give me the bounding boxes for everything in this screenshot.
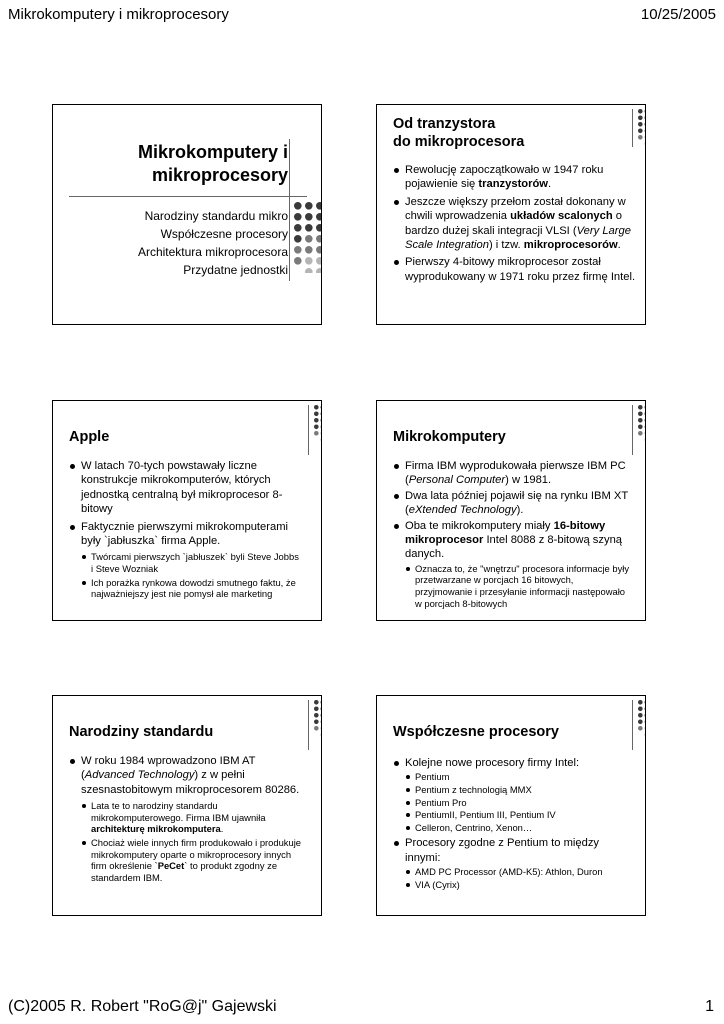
decorative-dot xyxy=(305,202,313,210)
decorative-dot xyxy=(321,425,323,430)
decorative-dot xyxy=(645,122,647,127)
slide-4-title: Mikrokomputery xyxy=(393,429,506,445)
decorative-dot xyxy=(305,224,313,232)
slide-title xyxy=(52,104,322,325)
decorative-dot xyxy=(645,142,647,147)
bullet-item: Faktycznie pierwszymi mikrokomputerami były `jabłuszka` firma Apple. xyxy=(69,520,301,549)
decorative-dot xyxy=(294,257,302,265)
decorative-dot xyxy=(316,202,322,210)
sub-bullet-item: Oznacza to, że "wnętrzu" procesora informacje były przetwarzane w porcjach 16 bitowych, przyjmowanie i przesyłanie informacji następowało w porcjach 8-bitowych xyxy=(405,563,633,609)
decorative-dot xyxy=(645,700,647,705)
decorative-dot xyxy=(316,213,322,221)
decorative-dot xyxy=(316,235,322,243)
decorative-dot xyxy=(638,129,643,134)
decorative-dot xyxy=(321,418,323,423)
decorative-dot xyxy=(314,431,319,436)
decorative-dot xyxy=(321,405,323,410)
page-number: 1 xyxy=(705,998,714,1015)
bullet-item: Dwa lata później pojawił się na rynku IBM XT (eXtended Technology). xyxy=(393,489,633,518)
decorative-dot xyxy=(305,246,313,254)
bullet-item: Oba te mikrokomputery miały 16-bitowy mikroprocesor Intel 8088 z 8-bitową szyną danych. xyxy=(393,519,633,562)
decorative-dot xyxy=(316,268,322,273)
decorative-dot xyxy=(638,418,643,423)
dot-pattern-icon xyxy=(313,404,322,444)
slide-4-bullets xyxy=(393,459,633,611)
decorative-dot xyxy=(314,713,319,718)
decorative-dot xyxy=(645,412,647,417)
decorative-dot xyxy=(645,726,647,731)
corner-divider xyxy=(308,405,309,455)
decorative-dot xyxy=(638,720,643,725)
decorative-dot xyxy=(638,116,643,121)
decorative-dot xyxy=(314,707,319,712)
corner-divider xyxy=(632,700,633,750)
decorative-dot xyxy=(645,425,647,430)
slide-standard xyxy=(52,695,322,916)
decorative-dot xyxy=(294,202,302,210)
decorative-dot xyxy=(638,405,643,410)
decorative-dot xyxy=(321,726,323,731)
bullet-item: Firma IBM wyprodukowała pierwsze IBM PC (Personal Computer) w 1981. xyxy=(393,459,633,488)
decorative-dot xyxy=(314,726,319,731)
decorative-dot xyxy=(638,713,643,718)
title-divider xyxy=(69,196,307,197)
decorative-dot xyxy=(645,431,647,436)
decorative-dot xyxy=(321,707,323,712)
slide-2-bullets xyxy=(393,163,637,287)
bullet-item: Rewolucję zapoczątkowało w 1947 roku pojawienie się tranzystorów. xyxy=(393,163,637,192)
slide-1-title: Mikrokomputery i mikroprocesory xyxy=(137,142,288,185)
page-header-date: 10/25/2005 xyxy=(640,6,716,23)
decorative-dot xyxy=(305,235,313,243)
decorative-dot xyxy=(321,412,323,417)
slide-3-title: Apple xyxy=(69,429,110,445)
agenda-item: Współczesne procesory xyxy=(160,227,288,241)
slide-modern-processors xyxy=(376,695,646,916)
sub-bullet-item: Celleron, Centrino, Xenon… xyxy=(405,822,633,834)
decorative-dot xyxy=(314,412,319,417)
slide-3-bullets xyxy=(69,459,301,602)
bullet-item: Kolejne nowe procesory firmy Intel: xyxy=(393,756,633,770)
slide-5-title: Narodziny standardu xyxy=(69,724,214,740)
decorative-dot xyxy=(316,246,322,254)
decorative-dot xyxy=(645,707,647,712)
slide-2-title xyxy=(393,115,524,151)
decorative-dot xyxy=(305,257,313,265)
decorative-dot xyxy=(638,726,643,731)
slide-2-title-line-2: do mikroprocesora xyxy=(393,134,525,150)
decorative-dot xyxy=(645,418,647,423)
decorative-dot xyxy=(638,122,643,127)
slide-6-title: Współczesne procesory xyxy=(393,724,559,740)
decorative-dot xyxy=(638,135,643,140)
bullet-item: W latach 70-tych powstawały liczne konstrukcje mikrokomputerów, których jednostką centralną był mikroprocesor 8-bitowy xyxy=(69,459,301,517)
sub-bullet-item: Pentium xyxy=(405,771,633,783)
dot-pattern-icon xyxy=(293,201,322,273)
decorative-dot xyxy=(294,235,302,243)
decorative-dot xyxy=(321,438,323,443)
decorative-dot xyxy=(638,700,643,705)
bullet-item: Jeszcze większy przełom został dokonany w chwili wprowadzenia układów scalonych o bardzo dużej skali integracji VLSI (Very Large Scale Integration) i tzw. mikroprocesorów. xyxy=(393,195,637,253)
bullet-item: Procesory zgodne z Pentium to między innymi: xyxy=(393,836,633,865)
decorative-dot xyxy=(645,129,647,134)
decorative-dot xyxy=(645,733,647,738)
decorative-dot xyxy=(316,257,322,265)
sub-bullet-item: Lata te to narodziny standardu mikrokomputerowego. Firma IBM ujawniła architekturę mikrokomputera. xyxy=(81,800,303,835)
sub-bullet-item: AMD PC Processor (AMD-K5): Athlon, Duron xyxy=(405,866,633,878)
sub-bullet-item: Chociaż wiele innych firm produkowało i produkuje mikrokomputery oparte o mikroprocesory innych firm określenie `PeCet` to produkt zgodny ze standardem IBM. xyxy=(81,837,303,883)
decorative-dot xyxy=(305,213,313,221)
slide-6-bullets xyxy=(393,756,633,892)
decorative-dot xyxy=(645,713,647,718)
decorative-dot xyxy=(305,268,313,273)
decorative-dot xyxy=(638,412,643,417)
decorative-dot xyxy=(645,720,647,725)
decorative-dot xyxy=(638,425,643,430)
decorative-dot xyxy=(314,700,319,705)
decorative-dot xyxy=(638,431,643,436)
slide-apple xyxy=(52,400,322,621)
title-vertical-divider xyxy=(289,139,290,281)
slide-transistor xyxy=(376,104,646,325)
decorative-dot xyxy=(321,733,323,738)
dot-pattern-icon xyxy=(313,699,322,739)
page-header-title: Mikrokomputery i mikroprocesory xyxy=(8,6,229,23)
decorative-dot xyxy=(645,405,647,410)
decorative-dot xyxy=(321,700,323,705)
decorative-dot xyxy=(645,109,647,114)
sub-bullet-item: Twórcami pierwszych `jabłuszek` byli Steve Jobbs i Steve Wozniak xyxy=(81,551,301,574)
bullet-item: Pierwszy 4-bitowy mikroprocesor został wyprodukowany w 1971 roku przez firmę Intel. xyxy=(393,255,637,284)
decorative-dot xyxy=(645,116,647,121)
decorative-dot xyxy=(294,213,302,221)
decorative-dot xyxy=(638,109,643,114)
decorative-dot xyxy=(314,720,319,725)
dot-pattern-icon xyxy=(637,404,646,444)
agenda-item: Przydatne jednostki xyxy=(183,263,288,277)
decorative-dot xyxy=(321,713,323,718)
slide-2-title-line-1: Od tranzystora xyxy=(393,116,496,132)
decorative-dot xyxy=(645,135,647,140)
bullet-item: W roku 1984 wprowadzono IBM AT (Advanced Technology) z w pełni szesnastobitowym mikroprocesorem 80286. xyxy=(69,754,303,797)
agenda-list xyxy=(73,207,288,279)
decorative-dot xyxy=(638,707,643,712)
decorative-dot xyxy=(321,720,323,725)
sub-bullet-item: PentiumII, Pentium III, Pentium IV xyxy=(405,809,633,821)
sub-bullet-item: Pentium z technologią MMX xyxy=(405,784,633,796)
decorative-dot xyxy=(314,418,319,423)
dot-pattern-icon xyxy=(637,699,646,739)
decorative-dot xyxy=(316,224,322,232)
decorative-dot xyxy=(294,224,302,232)
slide-microcomputers xyxy=(376,400,646,621)
sub-bullet-item: VIA (Cyrix) xyxy=(405,879,633,891)
decorative-dot xyxy=(294,246,302,254)
corner-divider xyxy=(308,700,309,750)
decorative-dot xyxy=(321,431,323,436)
corner-divider xyxy=(632,405,633,455)
decorative-dot xyxy=(314,405,319,410)
sub-bullet-item: Ich porażka rynkowa dowodzi smutnego faktu, że najważniejszy jest nie pomysł ale marketing xyxy=(81,577,301,600)
decorative-dot xyxy=(645,438,647,443)
sub-bullet-item: Pentium Pro xyxy=(405,797,633,809)
slide-5-bullets xyxy=(69,754,303,885)
agenda-item: Architektura mikroprocesora xyxy=(137,245,288,259)
corner-divider xyxy=(632,109,633,147)
page-footer-author: (C)2005 R. Robert "RoG@j" Gajewski xyxy=(8,998,277,1015)
agenda-item: Narodziny standardu mikro xyxy=(144,209,288,223)
decorative-dot xyxy=(314,425,319,430)
dot-pattern-icon xyxy=(637,108,646,148)
